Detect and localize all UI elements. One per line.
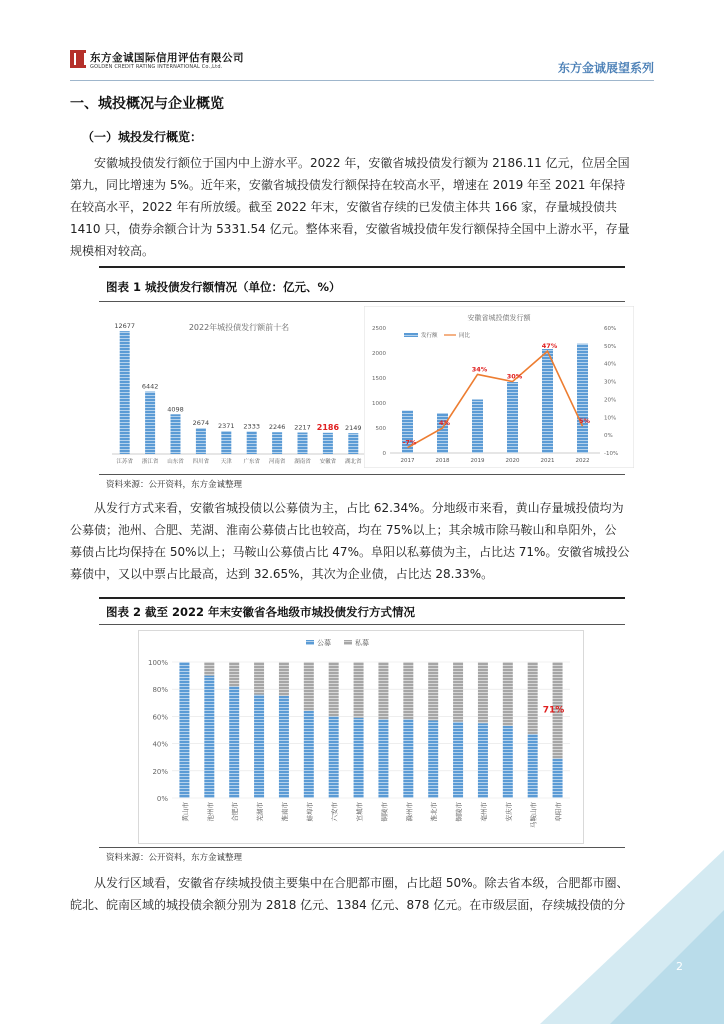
legend-label: 公募 [317,639,331,647]
bar-private [378,662,388,719]
x-tick-label: 四川省 [192,459,210,465]
bar-public [503,726,513,798]
annotation-label: 71% [542,705,565,716]
paragraph-line: 安徽城投债发行额位于国内中上游水平。2022 年，安徽省城投债发行额为 2186.11 亿元，位居全国 [94,156,630,170]
x-tick-label: 湖北省 [345,459,362,465]
bar-private [403,662,413,719]
bar-private [254,662,264,695]
bar-public [553,759,563,798]
x-tick-label: 浙江省 [141,459,159,465]
legend-label: 私募 [355,639,369,647]
line-data-label: 5% [578,417,591,426]
bar [507,382,518,453]
bar [348,433,358,454]
x-tick-label: 芜湖市 [256,802,265,822]
x-tick-label: 2022 [575,458,590,464]
x-tick-label: 黄山市 [181,802,190,822]
bar-private [354,662,364,718]
line-data-label: 4% [438,419,451,427]
bar [298,433,308,454]
x-tick-label: 安徽省 [319,459,337,465]
x-tick-label: 2017 [400,458,415,464]
x-tick-label: 2018 [435,458,450,464]
paragraph-1 [70,152,656,267]
x-tick-label: 淮北市 [430,802,439,822]
figure-1-title-rule [99,301,625,302]
data-label: 2333 [243,422,260,431]
y-left-tick: 500 [375,426,386,432]
bar-public [329,716,339,798]
x-tick-label: 池州市 [206,802,215,822]
bar [221,431,231,454]
y-tick-label: 0% [156,795,168,803]
y-left-tick: 2000 [372,351,386,357]
line-data-label: 30% [506,372,523,381]
y-tick-label: 80% [152,686,168,695]
x-tick-label: 2019 [470,458,485,464]
section-title: 一、城投概况与企业概览 [70,96,224,112]
y-right-tick: 60% [604,326,617,332]
y-right-tick: 30% [604,379,617,386]
x-tick-label: 亳州市 [479,802,488,822]
figure-1-bottom-rule [99,474,625,475]
bar-private [428,662,438,720]
series-title: 东方金诚展望系列 [557,61,654,75]
data-label: 6442 [141,382,159,391]
bar-public [254,695,264,798]
bar-public [229,686,239,798]
company-logo-icon [70,50,86,68]
paragraph-line: 第九，同比增速为 5%。近年来，安徽省城投债发行额保持在较高水平，增速在 2019 年至 2021 年保持 [70,178,626,192]
x-tick-label: 滁州市 [405,802,414,822]
bar [145,392,155,454]
data-label: 2217 [294,423,311,432]
bar-public [204,676,214,798]
y-left-tick: 2500 [372,326,386,332]
data-label: 12677 [114,322,136,331]
x-tick-label: 宣城市 [355,802,364,822]
x-tick-label: 铜陵市 [455,802,464,822]
x-tick-label: 湖南省 [294,459,311,465]
bar-public [478,723,488,798]
x-tick-label: 2020 [505,458,520,464]
x-tick-label: 马鞍山市 [529,802,538,828]
bar [171,414,181,454]
x-tick-label: 山东省 [167,459,184,465]
line-data-label: -7% [402,438,417,447]
paragraph-line: 皖北、皖南区域的城投债余额分别为 2818 亿元、1384 亿元、878 亿元。在市级层面，存续城投债的分 [70,898,626,912]
bar-private [304,662,314,711]
y-right-tick: 50% [604,343,617,350]
y-left-tick: 0 [382,451,386,457]
data-label: 2186 [316,422,340,432]
issuance-method-chart [138,630,582,842]
x-tick-label: 广东省 [243,459,260,465]
bar-public [179,662,189,798]
bar-private [204,662,214,676]
y-right-tick: -10% [604,451,619,457]
bar-private [229,662,239,686]
section-subtitle: （一）城投发行概览： [82,130,203,144]
figure-2-title-rule [99,624,625,625]
data-label: 2371 [218,422,235,431]
bar-public [453,722,463,798]
y-right-tick: 0% [604,433,613,440]
paragraph-line: 规模相对较高。 [70,244,155,258]
paragraph-line: 从发行方式来看，安徽省城投债以公募债为主，占比 62.34%。分地级市来看，黄山存量城投债均为 [94,501,624,515]
bar [323,433,333,454]
paragraph-2 [70,497,656,587]
paragraph-line: 从发行区域看，安徽省存续城投债主要集中在合肥都市圈，占比超 50%。除去省本级，合肥都市圈、 [94,876,629,890]
bar-public [528,734,538,798]
paragraph-line: 公募债；池州、合肥、芜湖、淮南公募债占比也较高，均在 75%以上；其余城市除马鞍山和阜阳外，公 [70,523,617,537]
legend-swatch-bar [404,333,418,337]
legend-swatch-public [306,640,314,645]
bar-private [279,662,289,696]
figure-1-title: 图表 1 城投债发行额情况（单位：亿元、%） [106,280,341,294]
data-label: 2149 [345,424,362,433]
header-divider [70,80,654,81]
data-label: 2674 [192,419,210,428]
figure-2-source: 资料来源：公开资料，东方金诚整理 [106,853,243,863]
y-left-tick: 1000 [372,401,386,407]
bar-public [304,711,314,798]
legend-label: 发行额 [421,333,438,339]
anhui-issuance-chart [364,306,634,468]
x-tick-label: 河南省 [268,459,286,465]
figure-2-top-rule [99,597,625,599]
bar-public [428,720,438,798]
x-tick-label: 天津 [220,459,232,465]
bar [247,431,257,454]
page-number: 2 [676,960,683,973]
bar [542,349,553,453]
y-tick-label: 20% [152,767,168,776]
x-tick-label: 铜陵市 [380,802,389,822]
y-left-tick: 1500 [372,376,386,382]
y-right-tick: 20% [604,397,617,404]
paragraph-line: 在较高水平，2022 年有所放缓。截至 2022 年末，安徽省存续的已发债主体共 166 家，存量城投债共 [70,200,618,214]
bar [196,428,206,454]
line-data-label: 47% [541,342,558,351]
bar-private [503,662,513,726]
figure-1-top-rule [99,266,625,268]
bar-public [403,719,413,798]
figure-2-bottom-rule [99,847,625,848]
legend-swatch-private [344,640,352,645]
chart-title: 2022年城投债发行额前十名 [188,323,290,332]
y-tick-label: 100% [147,659,168,667]
figure-1-source: 资料来源：公开资料，东方金诚整理 [106,480,243,490]
bar-public [279,696,289,798]
y-tick-label: 40% [152,740,168,749]
x-tick-label: 合肥市 [231,802,240,822]
x-tick-label: 江苏省 [116,459,133,465]
x-tick-label: 六安市 [330,802,339,822]
line-data-label: 34% [471,365,488,374]
bar [120,331,130,454]
x-tick-label: 淮南市 [280,802,289,822]
bar [577,344,588,453]
bar-public [378,719,388,798]
figure-2-title: 图表 2 截至 2022 年末安徽省各地级市城投债发行方式情况 [106,605,416,619]
bar [272,432,282,454]
paragraph-line: 募债占比均保持在 50%以上；马鞍山公募债占比 47%。阜阳以私募债为主，占比达 71%。安徽省城投公 [70,545,630,559]
x-tick-label: 蚌埠市 [305,802,314,822]
y-tick-label: 60% [152,713,168,722]
top10-issuance-chart [104,306,372,468]
paragraph-line: 1410 只，债券余额合计为 5331.54 亿元。整体来看，安徽省城投债年发行额保持全国中上游水平，存量 [70,222,630,236]
bar [472,400,483,454]
x-tick-label: 安庆市 [504,802,513,822]
x-tick-label: 2021 [540,458,555,464]
bar-private [453,662,463,722]
paragraph-line: 募债中，又以中票占比最高，达到 32.65%，其次为企业债，占比达 28.33%。 [70,567,494,581]
company-name-cn: 东方金诚国际信用评估有限公司 [90,52,244,64]
chart-title: 安徽省城投债发行额 [467,314,531,322]
bar-private [528,662,538,734]
bar-public [354,718,364,798]
x-tick-label: 阜阳市 [554,802,563,822]
data-label: 2246 [268,423,286,432]
data-label: 4098 [167,405,184,414]
y-right-tick: 40% [604,361,617,368]
y-right-tick: 10% [604,415,617,422]
bar-private [329,662,339,716]
company-name-en: GOLDEN CREDIT RATING INTERNATIONAL Co.,Ltd. [90,64,223,70]
bar-private [478,662,488,723]
legend-label: 同比 [459,333,471,339]
paragraph-3 [70,872,656,920]
